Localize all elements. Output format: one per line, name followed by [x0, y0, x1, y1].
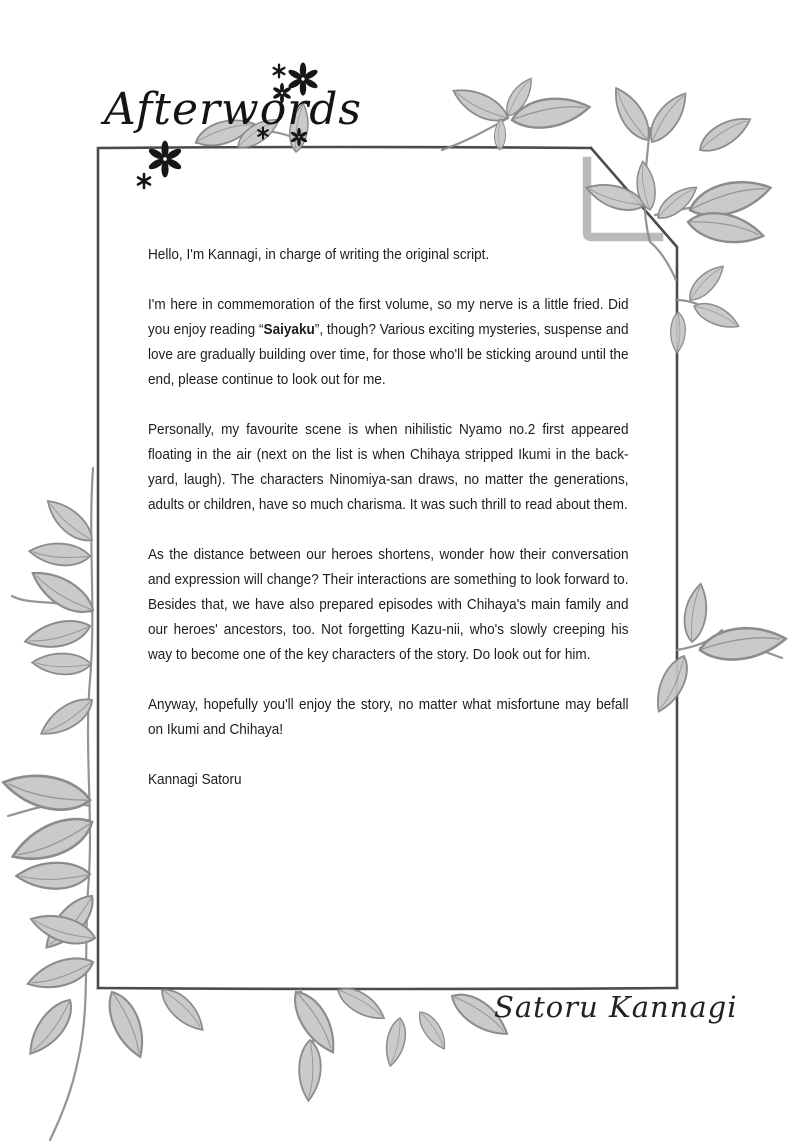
page-title: Afterwords — [104, 84, 362, 135]
letter-paragraph: Anyway, hopefully you'll enjoy the story, no matter what misfortune may befall on Ikumi and Chihaya! — [148, 697, 629, 738]
emphasized-title: Saiyaku — [263, 322, 315, 338]
sparkle-icon — [274, 65, 285, 78]
afterword-letter — [148, 243, 629, 818]
letter-paragraph: As the distance between our heroes shortens, wonder how their conversation and expression will change? Their interactions are something to look forward to. Besides that, we have also prepared episodes with Chihaya's main family and our heroes' ancestors, too. Not forgetting Kazu-nii, who's slowly creeping his way to become one of the key characters of the story. Do look out for him. — [148, 547, 629, 663]
letter-paragraph: Personally, my favourite scene is when nihilistic Nyamo no.2 first appeared floating in the air (next on the list is when Chihaya stripped Ikumi in the back-yard, laugh). The characters Ninomiya-san draws, no matter the generations, adults or children, have so much charisma. It was such thrill to read about them. — [148, 422, 629, 513]
leaf-branch-top — [442, 74, 591, 150]
letter-signoff: Kannagi Satoru — [148, 772, 242, 788]
letter-paragraph: Hello, I'm Kannagi, in charge of writing the original script. — [148, 247, 490, 263]
leaf-branch-right — [648, 582, 787, 716]
sparkle-icon — [138, 174, 150, 188]
letter-paragraph: I'm here in commemoration of the first volume, so my nerve is a little fried. Did you enjoy reading “Saiyaku”, though? Various exciting mysteries, suspense and love are gradually building over time, for those who'll be sticking around until the end, please continue to look out for me. — [148, 297, 629, 388]
leaf-vine-left — [0, 468, 103, 1140]
leaf-branch-bottom — [103, 980, 514, 1101]
author-signature: Satoru Kannagi — [494, 990, 738, 1024]
flower-icon — [147, 141, 182, 178]
